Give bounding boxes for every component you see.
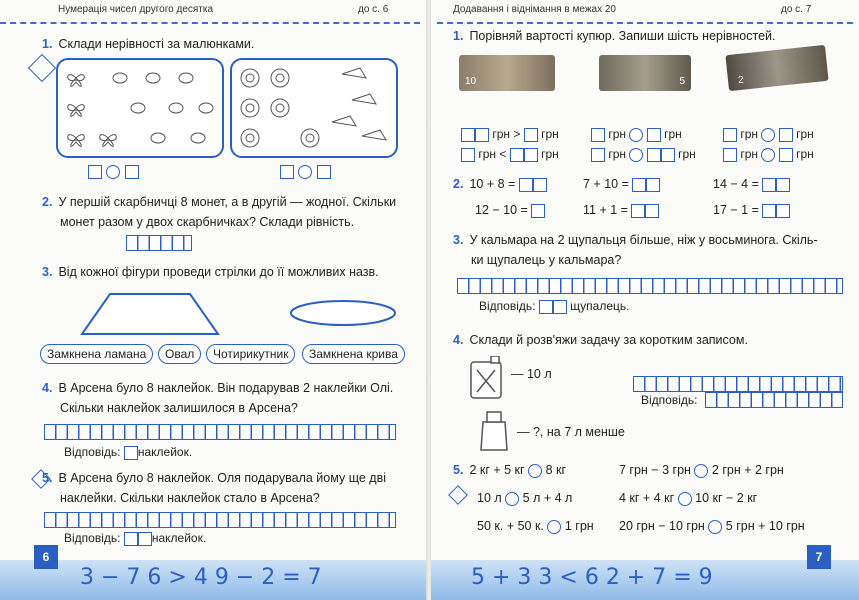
- answer-box[interactable]: [524, 148, 538, 162]
- task-number: 1.: [42, 37, 53, 51]
- comparison-sign: >: [513, 127, 521, 141]
- ineq-row2-col2: [591, 144, 696, 164]
- banknote-value: 5: [679, 76, 685, 87]
- solution-strip[interactable]: [44, 512, 396, 528]
- compare-circle[interactable]: [547, 520, 561, 534]
- expr-left: 7 грн − 3 грн: [619, 463, 691, 477]
- right-task5-row2a: [477, 488, 572, 508]
- answer-box[interactable]: [647, 148, 661, 162]
- task-number: 3.: [453, 233, 464, 247]
- answer-unit: щупалець.: [570, 299, 630, 313]
- answer-box[interactable]: [779, 128, 793, 142]
- answer-box[interactable]: [461, 128, 475, 142]
- label-quadrilateral[interactable]: Чотирикутник: [206, 344, 295, 364]
- expr-right: 8 кг: [545, 463, 567, 477]
- right-page: [431, 0, 859, 600]
- answer-box[interactable]: [125, 165, 139, 179]
- expr-left: 10 л: [477, 491, 502, 505]
- answer-box[interactable]: [723, 128, 737, 142]
- right-task2: [453, 174, 547, 194]
- task-text-line2: Скільки наклейок залишилося в Арсена?: [60, 401, 298, 415]
- expression: 10 + 8 =: [469, 177, 516, 191]
- task-number: 4.: [453, 333, 464, 347]
- canister-note: — 10 л: [511, 367, 552, 381]
- unit-label: грн: [678, 147, 696, 161]
- unit-label: грн: [796, 127, 814, 141]
- answer-label: Відповідь:: [64, 531, 121, 545]
- ineq-row1-col1: [461, 124, 559, 144]
- left-task2: [42, 192, 396, 232]
- answer-label: Відповідь:: [64, 445, 121, 459]
- left-task4: [42, 378, 393, 418]
- answer-box[interactable]: [762, 204, 776, 218]
- compare-circle[interactable]: [298, 165, 312, 179]
- expr-2: [583, 174, 660, 194]
- compare-circle[interactable]: [505, 492, 519, 506]
- answer-box[interactable]: [632, 178, 646, 192]
- answer-strip[interactable]: [705, 392, 843, 408]
- answer-box[interactable]: [124, 446, 138, 460]
- expr-3: [713, 174, 790, 194]
- right-page-number: 7: [807, 545, 831, 569]
- task-number: 1.: [453, 29, 464, 43]
- task-number: 5.: [453, 463, 464, 477]
- task-text: Склади й розв'яжи задачу за коротким записом.: [469, 333, 748, 347]
- answer-box[interactable]: [510, 148, 524, 162]
- expression: 14 − 4 =: [713, 177, 759, 191]
- answer-box[interactable]: [631, 204, 645, 218]
- answer-box[interactable]: [647, 128, 661, 142]
- expression: 7 + 10 =: [583, 177, 629, 191]
- expr-left: 20 грн − 10 грн: [619, 519, 705, 533]
- answer-box[interactable]: [88, 165, 102, 179]
- left-header-title: Нумерація чисел другого десятка: [58, 4, 214, 15]
- compare-circle[interactable]: [694, 464, 708, 478]
- answer-label: Відповідь:: [641, 393, 698, 407]
- task-number: 2.: [42, 195, 53, 209]
- thumbs-icon: [28, 54, 56, 82]
- compare-circle[interactable]: [106, 165, 120, 179]
- label-oval[interactable]: Овал: [158, 344, 201, 364]
- task-text: Порівняй вартості купюр. Запиши шість нерівностей.: [469, 29, 776, 43]
- banknote-10: [459, 55, 555, 91]
- compare-circle[interactable]: [629, 128, 643, 142]
- answer-label: Відповідь:: [479, 299, 536, 313]
- unit-label: грн: [478, 147, 497, 161]
- task-text-line2: монет разом у двох скарбничках? Склади рівність.: [60, 215, 355, 229]
- task-number: 2.: [453, 177, 464, 191]
- equation-answer-strip[interactable]: [126, 235, 192, 251]
- answer-box[interactable]: [723, 148, 737, 162]
- unit-label: грн: [740, 147, 759, 161]
- right-task5-row1b: [619, 460, 784, 480]
- answer-box[interactable]: [124, 532, 138, 546]
- task-text-line2: ки щупалець у кальмара?: [471, 253, 622, 267]
- answer-box[interactable]: [553, 300, 567, 314]
- task-text: Склади нерівності за малюнками.: [58, 37, 255, 51]
- expr-right: 1 грн: [564, 519, 594, 533]
- solution-strip[interactable]: [457, 278, 843, 294]
- label-closed-polyline[interactable]: Замкнена ламана: [40, 344, 153, 364]
- expr-left: 2 кг + 5 кг: [469, 463, 525, 477]
- right-task5-row3a: [477, 516, 594, 536]
- unit-label: грн: [740, 127, 759, 141]
- answer-box[interactable]: [591, 128, 605, 142]
- answer-box[interactable]: [317, 165, 331, 179]
- ineq-row2-col1: [461, 144, 559, 164]
- expr-left: 50 к. + 50 к.: [477, 519, 544, 533]
- answer-box[interactable]: [645, 204, 659, 218]
- ineq-row1-col3: [723, 124, 814, 144]
- compare-circle[interactable]: [761, 148, 775, 162]
- unit-label: грн: [541, 147, 559, 161]
- answer-box[interactable]: [646, 178, 660, 192]
- task-text-line1: У першій скарбничці 8 монет, а в другій — жодної. Скільки: [58, 195, 397, 209]
- answer-box[interactable]: [519, 178, 533, 192]
- task-number: 3.: [42, 265, 53, 279]
- expr-right: 5 л + 4 л: [522, 491, 573, 505]
- ineq-row2-col3: [723, 144, 814, 164]
- expr-4: [475, 200, 545, 220]
- milk-can-note: — ?, на 7 л менше: [517, 425, 625, 439]
- left-page-number: 6: [34, 545, 58, 569]
- label-closed-curve[interactable]: Замкнена крива: [302, 344, 405, 364]
- diamond-icon: [448, 485, 468, 505]
- task-number: 4.: [42, 381, 53, 395]
- right-header-divider: [437, 22, 853, 24]
- answer-box[interactable]: [779, 148, 793, 162]
- unit-label: грн: [608, 127, 627, 141]
- expression: 17 − 1 =: [713, 203, 759, 217]
- right-task4-answer: [641, 390, 697, 410]
- answer-box[interactable]: [280, 165, 294, 179]
- compare-circle[interactable]: [708, 520, 722, 534]
- right-task5-row1a: [453, 460, 566, 480]
- answer-unit: наклейок.: [151, 531, 207, 545]
- left-task5-answer: [64, 528, 206, 548]
- compare-circle[interactable]: [629, 148, 643, 162]
- right-task1: [453, 26, 776, 46]
- snails-shells-drawing: [232, 60, 396, 156]
- left-task5: [42, 468, 386, 508]
- unit-label: грн: [492, 127, 511, 141]
- answer-box[interactable]: [524, 128, 538, 142]
- answer-box[interactable]: [762, 178, 776, 192]
- unit-label: грн: [796, 147, 814, 161]
- answer-box[interactable]: [461, 148, 475, 162]
- left-header-divider: [0, 22, 420, 24]
- expression: 11 + 1 =: [583, 203, 628, 217]
- snails-shells-picture: [230, 58, 398, 158]
- compare-circle[interactable]: [761, 128, 775, 142]
- answer-box[interactable]: [475, 128, 489, 142]
- task-text-line1: В Арсена було 8 наклейок. Оля подарувала йому ще дві: [58, 471, 386, 485]
- butterflies-bees-picture: [56, 58, 224, 158]
- ineq-answer-1: [88, 163, 139, 181]
- right-task5-row3b: [619, 516, 805, 536]
- answer-box[interactable]: [776, 204, 790, 218]
- expr-right: 5 грн + 10 грн: [725, 519, 805, 533]
- right-header-ref: до с. 7: [781, 4, 812, 15]
- right-task3: [453, 230, 818, 270]
- unit-label: грн: [608, 147, 627, 161]
- left-page: [0, 0, 428, 600]
- right-header-title: Додавання і віднімання в межах 20: [453, 4, 616, 15]
- expr-5: [583, 200, 659, 220]
- milk-can-icon: [475, 408, 513, 452]
- answer-box[interactable]: [531, 204, 545, 218]
- answer-unit: наклейок.: [137, 445, 193, 459]
- task-text-line1: У кальмара на 2 щупальця більше, ніж у восьминога. Скіль-: [469, 233, 818, 247]
- left-task1: [42, 34, 254, 54]
- task-text-line2: наклейки. Скільки наклейок стало в Арсена?: [60, 491, 320, 505]
- unit-label: грн: [541, 127, 559, 141]
- compare-circle[interactable]: [678, 492, 692, 506]
- expr-right: 2 грн + 2 грн: [711, 463, 784, 477]
- expr-right: 10 кг − 2 кг: [695, 491, 758, 505]
- ineq-answer-2: [280, 163, 331, 181]
- trapezoid-shape: [80, 292, 220, 336]
- butterflies-bees-drawing: [58, 60, 222, 156]
- answer-box[interactable]: [138, 532, 152, 546]
- expr-6: [713, 200, 790, 220]
- task-text-line1: В Арсена було 8 наклейок. Він подарував 2 наклейки Олі.: [58, 381, 394, 395]
- canister-icon: [467, 356, 507, 400]
- answer-box[interactable]: [533, 178, 547, 192]
- expression: 12 − 10 =: [475, 203, 528, 217]
- answer-box[interactable]: [661, 148, 675, 162]
- right-footer-text: 5 + 3 3 < 6 2 + 7 = 9: [471, 565, 713, 590]
- ineq-row1-col2: [591, 124, 682, 144]
- right-task5-row2b: [619, 488, 757, 508]
- unit-label: грн: [664, 127, 682, 141]
- banknote-5: [599, 55, 691, 91]
- banknote-value: 2: [737, 74, 745, 87]
- right-task3-answer: [479, 296, 630, 316]
- banknote-2: [725, 45, 828, 91]
- task-text: Від кожної фігури проведи стрілки до її можливих назв.: [58, 265, 379, 279]
- left-task4-answer: [64, 442, 192, 462]
- answer-box[interactable]: [539, 300, 553, 314]
- solution-strip[interactable]: [44, 424, 396, 440]
- left-footer-text: 3 − 7 6 > 4 9 − 2 = 7: [80, 565, 322, 590]
- oval-shape: [288, 298, 398, 328]
- comparison-sign: <: [499, 147, 507, 161]
- right-task4: [453, 330, 748, 350]
- task-number: 5.: [42, 471, 53, 485]
- expr-left: 4 кг + 4 кг: [619, 491, 675, 505]
- left-task3: [42, 262, 379, 282]
- answer-box[interactable]: [776, 178, 790, 192]
- compare-circle[interactable]: [528, 464, 542, 478]
- answer-box[interactable]: [591, 148, 605, 162]
- banknote-value: 10: [465, 76, 477, 87]
- left-header-ref: до с. 6: [358, 4, 389, 15]
